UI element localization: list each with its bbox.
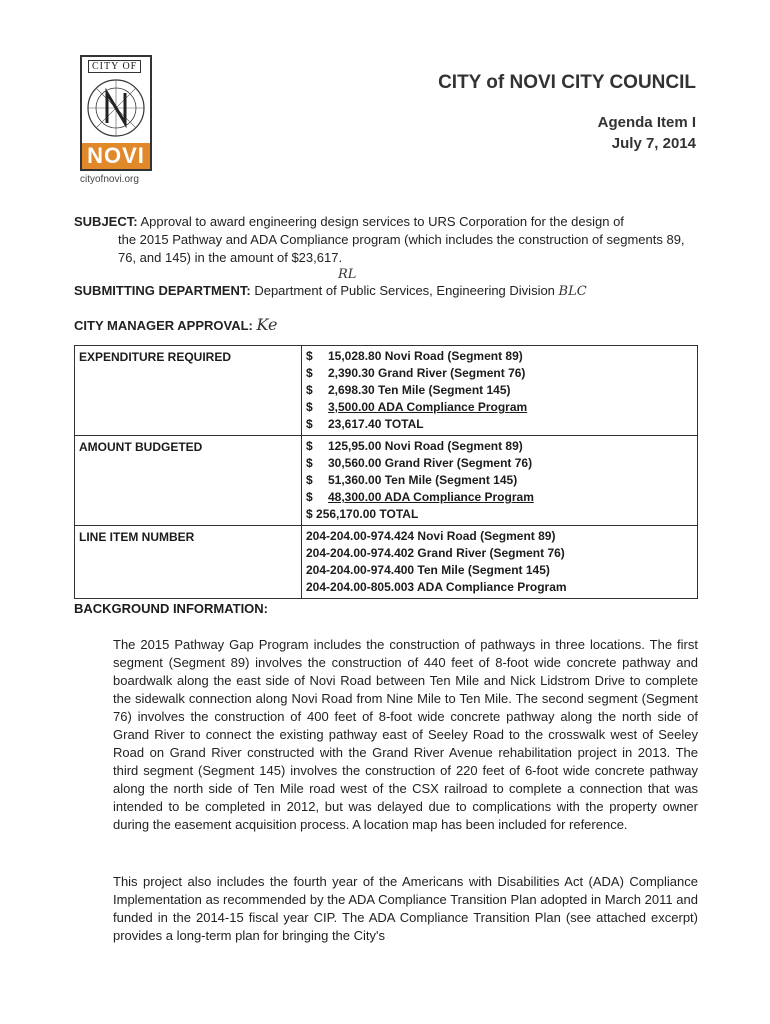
city-logo xyxy=(80,55,156,185)
line-item-entry: 204-204.00-805.003 ADA Compliance Program xyxy=(306,580,567,594)
expenditure-line: $ 2,390.30 Grand River (Segment 76) xyxy=(306,366,526,380)
budgeted-line: $ 51,360.00 Ten Mile (Segment 145) xyxy=(306,473,518,487)
background-paragraph-2: This project also includes the fourth year of the Americans with Disabilities Act (ADA) Compliance Implementation as recommended by the ADA Compliance Transition Plan adopted in March 2011 and funded in the 2014-15 fiscal year CIP. The ADA Compliance Transition Plan (see attached excerpt) provides a long-term plan for bringing the City's xyxy=(113,874,698,943)
logo-url: cityofnovi.org xyxy=(80,174,139,185)
budgeted-line: $ 48,300.00 ADA Compliance Program xyxy=(306,490,534,504)
expenditure-line: $ 2,698.30 Ten Mile (Segment 145) xyxy=(306,383,511,397)
line-item-entry: 204-204.00-974.400 Ten Mile (Segment 145) xyxy=(306,563,550,577)
subject-text-first: Approval to award engineering design services to URS Corporation for the design of xyxy=(140,214,624,229)
manager-signature: Ke xyxy=(256,315,278,334)
expenditure-values xyxy=(302,346,698,436)
background-heading: BACKGROUND INFORMATION: xyxy=(74,601,269,616)
agenda-date: July 7, 2014 xyxy=(611,135,696,152)
background-paragraph-1: The 2015 Pathway Gap Program includes the construction of pathways in three locations. The first segment (Segment 89) involves the construction of 440 feet of 8-foot wide concrete pathway and boardwalk along the east side of Novi Road between Ten Mile and Nick Lidstrom Drive to complete the sidewalk connection along Novi Road from Nine Mile to Ten Mile. The second segment (Segment 76) involves the construction of 400 feet of 8-foot wide concrete pathway along the north side of Grand River to connect the existing pathway east of Seeley Road to the crosswalk west of Seeley Road on Grand River constructed with the Grand River Avenue rehabilitation project in 2013. The third segment (Segment 145) involves the construction of 220 feet of 6-foot wide concrete pathway along the north side of Ten Mile road west of the CSX railroad to complete a connection that was intended to be completed in 2012, but was delayed due to complications with the property owner during the easement acquisition process. A location map has been included for reference. xyxy=(113,637,698,832)
budgeted-row xyxy=(75,436,698,526)
budgeted-total: $ 256,170.00 TOTAL xyxy=(306,507,419,521)
line-item-entry: 204-204.00-974.424 Novi Road (Segment 89) xyxy=(306,529,556,543)
manager-label: CITY MANAGER APPROVAL: xyxy=(74,318,253,333)
expenditure-row xyxy=(75,346,698,436)
line-item-entry: 204-204.00-974.402 Grand River (Segment 76) xyxy=(306,546,565,560)
budgeted-values xyxy=(302,436,698,526)
subject-text-rest: the 2015 Pathway and ADA Compliance program (which includes the construction of segments 89, 76, and 145) in the amount of $23,617. xyxy=(118,232,685,265)
expenditure-line: $ 15,028.80 Novi Road (Segment 89) xyxy=(306,349,523,363)
expenditure-line: $ 3,500.00 ADA Compliance Program xyxy=(306,400,528,414)
page-title: CITY of NOVI CITY COUNCIL xyxy=(438,72,696,93)
budgeted-label: AMOUNT BUDGETED xyxy=(75,436,302,526)
logo-top-text: CITY OF xyxy=(88,60,141,73)
city-emblem-icon xyxy=(85,73,147,143)
department-value: Department of Public Services, Engineering Division xyxy=(254,283,555,298)
department-row xyxy=(74,283,587,299)
initials-above: RL xyxy=(338,267,357,282)
subject-label: SUBJECT: xyxy=(74,214,138,229)
logo-novi-text: NOVI xyxy=(82,143,150,169)
line-item-row xyxy=(75,526,698,599)
expenditure-label: EXPENDITURE REQUIRED xyxy=(75,346,302,436)
agenda-block xyxy=(598,112,696,154)
budgeted-line: $ 30,560.00 Grand River (Segment 76) xyxy=(306,456,533,470)
agenda-item: Agenda Item I xyxy=(597,114,696,131)
department-initials: BLC xyxy=(558,284,587,299)
expenditure-total: $ 23,617.40 TOTAL xyxy=(306,417,424,431)
line-item-values xyxy=(302,526,698,599)
department-label: SUBMITTING DEPARTMENT: xyxy=(74,283,251,298)
manager-row xyxy=(74,315,278,334)
budgeted-line: $ 125,95.00 Novi Road (Segment 89) xyxy=(306,439,523,453)
line-item-label: LINE ITEM NUMBER xyxy=(75,526,302,599)
financial-table xyxy=(74,345,698,599)
subject-block xyxy=(74,213,696,267)
